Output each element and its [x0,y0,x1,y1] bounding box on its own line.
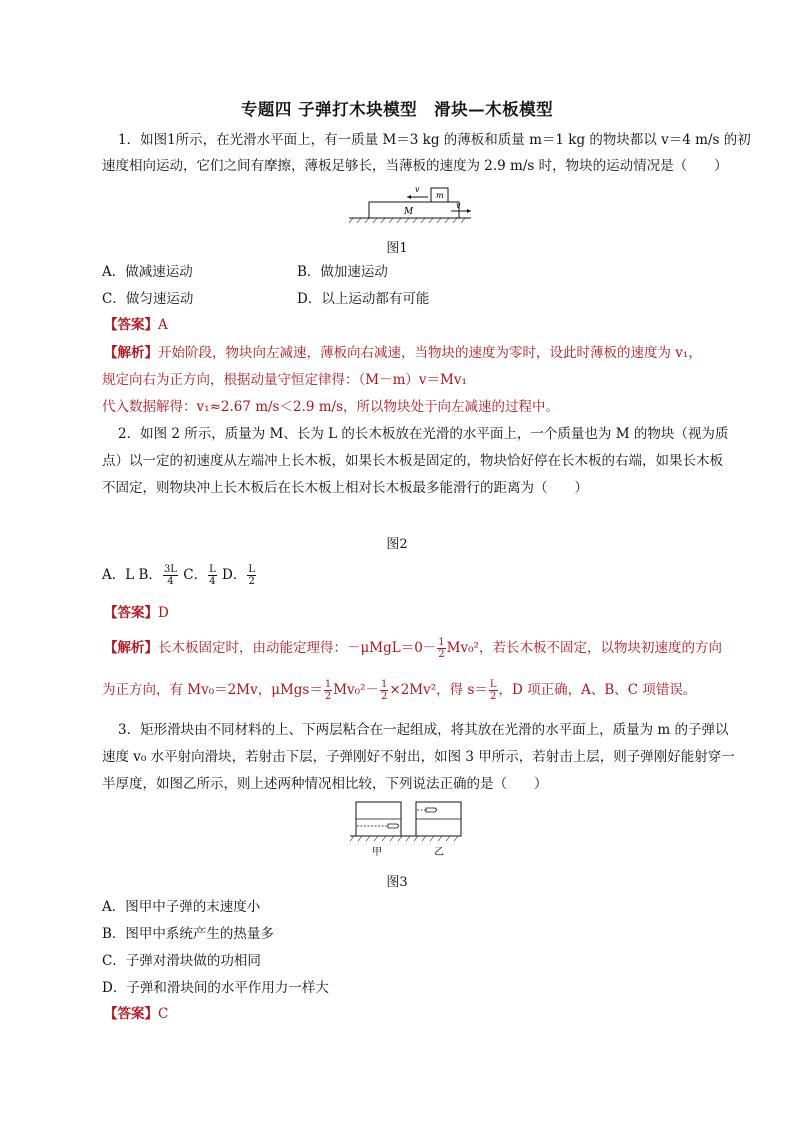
analysis-label: 【解析】 [104,345,158,361]
q1-analysis-line-2: 规定向右为正方向，根据动量守恒定律得：（M－m）v＝Mv₁ [102,372,467,388]
q2-analysis-2a: 为正方向，有 Mv₀＝2Mv，μMgs＝ [102,682,323,698]
answer-label: 【答案】 [104,605,158,621]
fig3-label-jia: 甲 [372,847,382,858]
frac-den: 4 [209,576,216,587]
figure-3-caption: 图3 [386,875,408,890]
q2-analysis-1a: 长木板固定时，由动能定理得：－μMgL＝0－ [158,640,437,656]
frac-num: 1 [438,637,445,648]
q2-analysis-frac [489,679,498,702]
q1-option-d: D．以上运动都有可能 [297,291,430,307]
analysis-label: 【解析】 [104,640,158,656]
frac-den: 2 [324,691,332,702]
q2-analysis-line-1 [104,634,724,662]
frac-num: 1 [324,679,332,690]
q2-analysis-frac [437,637,445,660]
frac-den: 2 [490,691,497,702]
fig1-label-v-right: v [456,201,461,210]
q2-analysis-frac [324,679,332,702]
q2-option-c: C． [183,567,208,583]
frac-num: 1 [381,679,388,690]
q1-answer [104,316,724,334]
fig1-label-v-left: v [415,185,420,194]
q2-text-line-1: 2．如图 2 所示，质量为 M、长为 L 的长木板放在光滑的水平面上，一个质量也为 M 的物块（视为质 [118,426,729,442]
q3-text-line-1: 3．矩形滑块由不同材料的上、下两层粘合在一起组成，将其放在光滑的水平面上，质量为 m 的子弹以 [118,722,729,738]
frac-num: L [489,679,497,690]
frac-den: 2 [438,649,445,660]
fig1-label-m: m [436,191,444,200]
frac-den: 2 [248,576,255,587]
q1-option-a: A．做减速运动 [102,264,193,280]
frac-den: 2 [381,691,388,702]
q2-option-c-frac [208,564,217,587]
fig3-bullet-jia [388,824,399,828]
answer-label: 【答案】 [104,317,158,333]
q1-analysis-text-1: 开始阶段，物块向左减速，薄板向右减速，当物块的速度为零时，设此时薄板的速度为 v₁， [158,345,702,361]
figure-2-caption: 图2 [386,537,408,552]
q2-answer [104,604,724,622]
q1-analysis-line-1 [104,344,724,362]
q1-text-line-1: 1．如图1所示，在光滑水平面上，有一质量 M＝3 kg 的薄板和质量 m＝1 kg 的物块都以 v＝4 m/s 的初 [118,132,751,148]
page-title: 专题四 子弹打木块模型 滑块—木板模型 [240,100,554,119]
q3-text-line-2: 速度 v₀ 水平射向滑块，若射击下层，子弹刚好不射出，如图 3 甲所示，若射击上层，则子弹刚好能射穿一 [102,749,735,765]
q3-option-d: D．子弹和滑块间的水平作用力一样大 [102,980,329,996]
q3-option-b: B．图甲中系统产生的热量多 [102,926,274,942]
figure-1 [345,183,475,228]
q2-option-d: D． [222,567,247,583]
q2-analysis-line-2 [102,676,722,704]
q2-text-line-3: 不固定，则物块冲上长木板后在长木板上相对长木板最多能滑行的距离为（ ） [102,480,588,496]
q1-option-c: C．做匀速运动 [102,291,194,307]
fig3-bullet-yi [426,808,437,812]
frac-num: L [209,564,216,575]
q3-answer-value: C [158,1006,169,1022]
q3-text-line-3: 半厚度，如图乙所示，则上述两种情况相比较，下列说法正确的是（ ） [102,776,548,792]
q2-option-b: B． [138,567,162,583]
q2-answer-value: D [158,605,169,621]
q1-analysis-line-3: 代入数据解得：v₁≈2.67 m/s＜2.9 m/s，所以物块处于向左减速的过程中。 [102,399,560,415]
q2-analysis-2c: ×2Mv²，得 s＝ [389,682,488,698]
q2-option-d-frac [247,564,256,587]
q3-answer [104,1005,724,1023]
fig3-label-yi: 乙 [434,847,444,858]
fig1-label-M: M [404,207,414,217]
q2-analysis-1b: Mv₀²，若长木板不固定，以物块初速度的方向 [446,640,722,656]
answer-label: 【答案】 [104,1006,158,1022]
figure-1-caption: 图1 [386,241,408,256]
q2-option-a: A．L [102,567,135,583]
fig1-board-M [369,202,459,218]
q2-options [102,561,722,589]
q1-text-line-2: 速度相向运动，它们之间有摩擦，薄板足够长，当薄板的速度为 2.9 m/s 时，物块的运动情况是（ ） [102,158,728,174]
frac-den: 4 [167,576,174,587]
q2-text-line-2: 点）以一定的初速度从左端冲上长木板，如果长木板是固定的，物块恰好停在长木板的右端，如果长木板 [102,453,723,469]
frac-num: L [248,564,255,575]
figure-3 [348,800,463,860]
q3-option-a: A．图甲中子弹的末速度小 [102,899,261,915]
q2-analysis-2d: ，D 项正确，A、B、C 项错误。 [498,682,697,698]
q1-option-b: B．做加速运动 [297,264,388,280]
frac-num: 3L [163,564,177,575]
q2-analysis-2b: Mv₀²－ [333,682,380,698]
q2-analysis-frac [380,679,388,702]
q1-answer-value: A [158,317,168,333]
q2-option-b-frac [163,564,178,587]
q3-option-c: C．子弹对滑块做的功相同 [102,953,261,969]
